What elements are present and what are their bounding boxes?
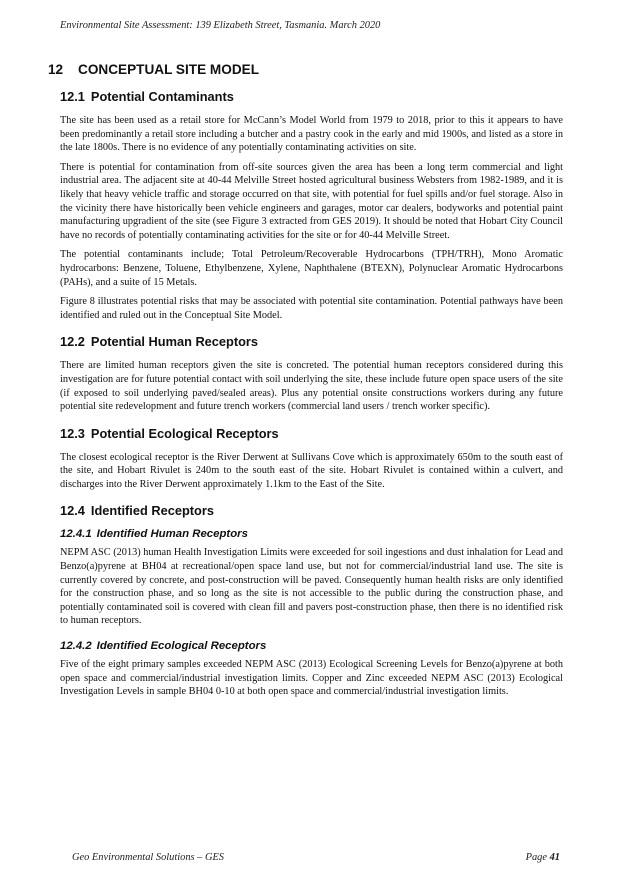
paragraph: The potential contaminants include; Total Petroleum/Recoverable Hydrocarbons (TPH/TRH), Mono Aromatic hydrocarbons: Benzene, Toluene, Ethylbenzene, Xylene, Naphthalene (BTEXN), Polynuclear Aromatic Hydrocarbons (PAHs), and a suite of 15 Metals. [60, 249, 563, 288]
section-number: 12 [48, 62, 64, 77]
paragraph: Figure 8 illustrates potential risks that may be associated with potential site contamination. Potential pathways have been identified and ruled out in the Conceptual Site Model. [60, 296, 563, 321]
subsection-heading-12-3 [60, 426, 563, 441]
subsubsection-heading-12-4-1 [60, 528, 563, 540]
subsubsection-title: Identified Human Receptors [96, 528, 248, 541]
subsection-heading-12-1 [60, 89, 563, 104]
section-heading [48, 62, 563, 77]
paragraph: The site has been used as a retail store for McCann’s Model World from 1979 to 2018, prior to this it appears to have been predominantly a retail store including a butcher and a pastry cook in the early and mid 1900s, and listed as a store in the late 1800s. There is no evidence of any potentially contaminating activities on site. [60, 115, 563, 154]
running-footer [72, 852, 560, 863]
paragraph: NEPM ASC (2013) human Health Investigation Limits were exceeded for soil ingestions and dust inhalation for Lead and Benzo(a)pyrene at BH04 at recreational/open space land use, but not for commercial/industrial land use. The site is currently covered by concrete, and post-construction will be paved. Consequently human health risks are only identified for the construction phase, and so long as the site is not accessible to the public during the construction phase, and potentially contaminated soil is covered with clean fill and pavers post-construction phase, then there is no identified risk to human receptors. [60, 547, 564, 627]
subsubsection-number: 12.4.1 [60, 528, 92, 541]
subsection-number: 12.3 [60, 425, 85, 441]
page-label: Page [525, 852, 547, 863]
subsection-title: Potential Human Receptors [90, 334, 259, 350]
subsection-number: 12.2 [60, 334, 85, 350]
paragraph: The closest ecological receptor is the River Derwent at Sullivans Cove which is approximately 650m to the south east of the site, and Hobart Rivulet is 240m to the south east of the site. Hobart Rivulet is contained within a culvert, and discharges into the River Derwent approximately 1.1km to the East of the Site. [60, 451, 563, 490]
subsection-heading-12-4 [60, 503, 563, 518]
paragraph: Five of the eight primary samples exceeded NEPM ASC (2013) Ecological Screening Levels for Benzo(a)pyrene at both open space and commercial/industrial investigation limits. Copper and Zinc exceeded NEPM ASC (2013) Ecological Investigation Levels in sample BH04 0-10 at both open space and commercial/industrial investigation limits. [60, 659, 563, 698]
subsection-title: Identified Receptors [90, 503, 214, 519]
page-number: 41 [549, 852, 560, 863]
document-body [48, 62, 564, 705]
subsection-heading-12-2 [60, 334, 563, 349]
paragraph: There are limited human receptors given the site is concreted. The potential human receptors considered during this investigation are for future potential contact with soil underlying the site, these include future open space users of the site (if exposed to soil underlying paved/sealed areas). Plus any potential onsite constructions workers during any future potential site redevelopment and future trench workers (commercial land users / trench worker specific). [60, 360, 563, 413]
footer-left: Geo Environmental Solutions – GES [72, 852, 224, 863]
page-number-label [526, 852, 560, 863]
section-title: CONCEPTUAL SITE MODEL [78, 62, 260, 77]
subsection-number: 12.1 [60, 89, 85, 104]
subsubsection-title: Identified Ecological Receptors [96, 640, 267, 653]
running-header: Environmental Site Assessment: 139 Elizabeth Street, Tasmania. March 2020 [60, 20, 381, 31]
subsection-title: Potential Contaminants [90, 89, 234, 104]
paragraph: There is potential for contamination from off-site sources given the area has been a long term commercial and light industrial area. The adjacent site at 40-44 Melville Street hosted agricultural business Websters from 1982-1989, and it is likely that heavy vehicle traffic and storage occurred on that site, with potential for fuel spills and/or fuel storage. Also in the vicinity there have historically been vehicle engineers and garages, motor car dealers, bodyworks and potential paint manufacturing upgradient of the site (see Figure 3 extracted from GES 2019). It should be noted that Hobart City Council have no records of potentially contaminating activities for the site or for 40-44 Melville Street. [60, 161, 563, 241]
subsubsection-number: 12.4.2 [60, 640, 92, 653]
subsection-title: Potential Ecological Receptors [90, 425, 279, 441]
subsection-number: 12.4 [60, 503, 85, 519]
subsubsection-heading-12-4-2 [60, 640, 563, 652]
